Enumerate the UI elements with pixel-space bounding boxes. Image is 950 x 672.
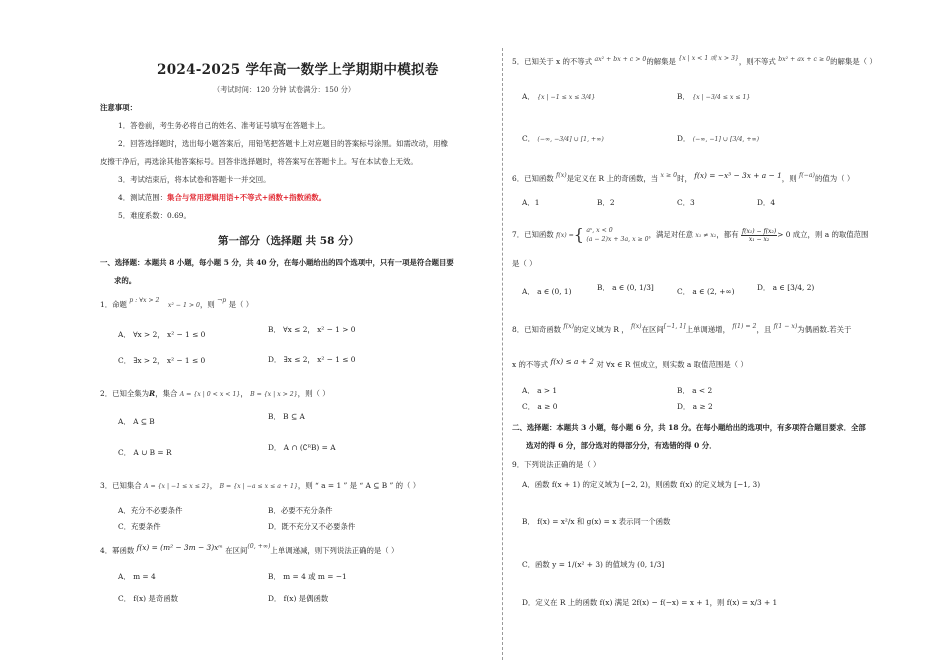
q7-option-c[interactable]: C． a ∈ (2, +∞)	[677, 287, 735, 296]
q6-condition: x ≥ 0	[660, 172, 678, 179]
q6-tail-2: 的值为（ ）	[814, 174, 855, 183]
q1-then: ，则	[199, 300, 215, 309]
q9-option-c[interactable]: C．函数 y = 1/(x² + 3) 的值域为 (0, 1/3]	[522, 560, 665, 569]
q8-mid-2: 在区间	[641, 325, 664, 334]
q6-option-b[interactable]: B．2	[597, 198, 615, 207]
q5-inequality-2: bx² + ax + c ≥ 0	[778, 56, 831, 63]
q8-mid: 的定义域为 R ，	[574, 325, 629, 334]
section2-instruction: 二、选择题：本题共 3 小题，每小题 6 分，共 18 分。在每小题给出的选项中，有多项符合题目要求．全部	[512, 423, 866, 432]
q9-option-b[interactable]: B． f(x) = x²/x 和 g(x) = x 表示同一个函数	[522, 517, 671, 526]
part1-title: 第一部分（选择题 共 58 分）	[218, 235, 360, 247]
q1-option-c[interactable]: C． ∃x > 2， x² − 1 ≤ 0	[118, 356, 206, 365]
q5-inequality: ax² + bx + c > 0	[594, 56, 647, 63]
q1-proposition: p : ∀x > 2	[129, 297, 160, 304]
notice-item-4	[118, 193, 326, 203]
q8-inequality: f(x) ≤ a + 2	[550, 357, 595, 366]
q3-set-a: A = {x | −1 ≤ x ≤ 2}	[144, 483, 210, 490]
q3-label: 3．已知集合	[100, 481, 142, 490]
page-title: 2024-2025 学年高一数学上学期期中模拟卷	[157, 62, 439, 78]
q7-fraction	[741, 228, 777, 243]
q5-mid: 的解集是	[646, 57, 676, 66]
right-column	[512, 0, 922, 672]
q8-condition-2: f(1 − x)	[773, 323, 798, 330]
q1-condition: x² − 1 > 0	[167, 302, 200, 309]
q7-fx: f(x) =	[556, 232, 574, 239]
q5-option-d[interactable]	[677, 134, 759, 145]
q2-set-b: B = {x | x > 2}	[250, 391, 298, 398]
q7-case-2: (a − 2)x + 3a, x ≥ 0	[586, 236, 649, 243]
q1-option-d[interactable]: D． ∃x ≤ 2， x² − 1 ≤ 0	[268, 355, 356, 364]
q7-fraction-denominator: x₁ − x₂	[748, 235, 770, 243]
q8-option-a[interactable]: A． a > 1	[522, 386, 558, 395]
question-6-stem	[512, 171, 855, 185]
q5-option-a[interactable]	[522, 92, 595, 103]
q7-stem-cont: 是（ ）	[512, 259, 537, 268]
q2-option-c[interactable]: C． A ∪ B = R	[118, 448, 172, 457]
q6-option-d[interactable]: D．4	[757, 198, 776, 207]
q5-tail: ，则不等式	[738, 57, 776, 66]
notice-item-1: 1．答卷前，考生务必将自己的姓名、准考证号填写在答题卡上。	[118, 121, 330, 130]
q7-cases	[586, 226, 648, 244]
q1-tail: 是（ ）	[228, 300, 254, 309]
q2-label: 2．已知全集为	[100, 389, 150, 398]
q7-option-b[interactable]: B． a ∈ (0, 1/3]	[597, 283, 654, 292]
q2-option-d[interactable]: D． A ∩ (∁ᴿB) = A	[268, 443, 336, 452]
q8-line-2a: x 的不等式	[512, 360, 549, 369]
question-2-stem: 2．已知全集为R，集合 A = {x | 0 < x < 1}， B = {x | x > 2}，则（ ）	[100, 389, 330, 398]
q3-option-d[interactable]: D．既不充分又不必要条件	[268, 522, 356, 531]
q5-option-d-label: D．	[677, 134, 691, 143]
q5-option-c-label: C．	[522, 134, 536, 143]
q3-option-b[interactable]: B．必要不充分条件	[268, 506, 333, 515]
q8-interval: [−1, 1]	[663, 323, 686, 330]
q8-option-d[interactable]: D． a ≥ 2	[677, 402, 713, 411]
q5-option-b-value: {x | −3/4 ≤ x ≤ 1}	[692, 94, 751, 101]
q4-mid: 在区间	[225, 546, 248, 555]
q6-option-a[interactable]: A．1	[522, 198, 540, 207]
q7-brace: {	[573, 225, 584, 244]
q3-set-b: B = {x | −a ≤ x ≤ a + 1}	[219, 483, 298, 490]
q6-f-neg-a: f(−a)	[798, 172, 815, 179]
q1-negation: ¬p	[217, 297, 227, 304]
test-scope: 集合与常用逻辑用语+不等式+函数+指数函数。	[167, 193, 327, 202]
q7-condition: x₁ ≠ x₂	[695, 232, 717, 239]
q7-option-d[interactable]: D． a ∈ [3/4, 2)	[757, 283, 815, 292]
q3-condition: ，则 “ a = 1 ” 是 “ A ⊆ B ” 的（ ）	[297, 481, 421, 490]
q2-option-a[interactable]: A． A ⊆ B	[118, 417, 155, 426]
notice-item-4-label: 4．测试范围：	[118, 193, 168, 202]
q4-option-d[interactable]: D． f(x) 是偶函数	[268, 594, 329, 603]
q7-case-1: aˣ, x < 0	[586, 227, 613, 234]
question-9-stem: 9．下列说法正确的是（ ）	[512, 460, 601, 469]
q8-mid-3: 上单调递增，	[685, 325, 730, 334]
q6-function: f(x)	[556, 172, 567, 179]
q7-mid-2: ，都有	[716, 230, 739, 239]
q5-option-a-label: A．	[522, 92, 535, 101]
q6-tail: ，则	[781, 174, 797, 183]
q1-option-b[interactable]: B． ∀x ≤ 2， x² − 1 > 0	[268, 325, 356, 334]
q2-universe: R	[149, 389, 156, 398]
exam-subtitle: （考试时间：120 分钟 试卷满分：150 分）	[213, 85, 356, 94]
q8-stem-cont	[512, 357, 748, 370]
q4-tail: 上单调递减，则下列说法正确的是（ ）	[270, 546, 399, 555]
q5-option-a-value: {x | −1 ≤ x ≤ 3/4}	[537, 94, 596, 101]
q6-label: 6．已知函数	[512, 174, 554, 183]
notice-item-2: 2．回答选择题时，选出每小题答案后，用铅笔把答题卡上对应题目的答案标号涂黑。如需改动，用橡	[118, 139, 448, 148]
question-7-stem	[512, 226, 868, 244]
q7-fraction-numerator: f(x₁) − f(x₂)	[741, 227, 777, 235]
q5-tail-2: 的解集是（ ）	[830, 57, 877, 66]
column-divider	[502, 48, 503, 660]
section1-instruction: 一、选择题：本题共 8 小题，每小题 5 分，共 40 分，在每小题给出的四个选项中，只有一项是符合题目要	[100, 258, 454, 267]
q4-interval: (0, +∞)	[247, 543, 271, 550]
q2-set-word: ，集合	[155, 389, 178, 398]
q7-option-a[interactable]: A． a ∈ (0, 1)	[522, 287, 572, 296]
q6-option-c[interactable]: C．3	[677, 198, 695, 207]
question-8-stem	[512, 325, 851, 336]
q4-option-a[interactable]: A． m = 4	[118, 572, 156, 581]
q1-option-a[interactable]: A． ∀x > 2， x² − 1 ≤ 0	[118, 330, 206, 339]
notice-heading: 注意事项：	[100, 103, 137, 112]
q8-mid-4: ，且	[756, 325, 772, 334]
q5-label: 5．已知关于 x 的不等式	[512, 57, 593, 66]
q6-mid: 是定义在 R 上的奇函数，当	[566, 174, 659, 183]
q7-label: 7．已知函数	[512, 230, 554, 239]
q3-option-c[interactable]: C．充要条件	[118, 522, 161, 531]
q6-mid-2: 时，	[677, 174, 692, 183]
q7-mid: ，满足对任意	[648, 230, 693, 239]
q5-option-d-value: (−∞, −1] ∪ [3/4, +∞)	[692, 136, 760, 143]
q4-option-b[interactable]: B． m = 4 或 m = −1	[268, 572, 347, 581]
q8-f-2: f(x)	[630, 323, 642, 330]
q9-option-d[interactable]: D．定义在 R 上的函数 f(x) 满足 2f(x) − f(−x) = x + 1，则 f(x) = x/3 + 1	[522, 598, 778, 607]
q8-condition: f(1) = 2	[732, 323, 757, 330]
q2-option-b[interactable]: B． B ⊆ A	[268, 412, 305, 421]
q5-option-b[interactable]	[677, 92, 750, 103]
q8-tail: 为偶函数.若关于	[797, 325, 852, 334]
q1-label: 1．命题	[100, 300, 127, 309]
q8-option-b[interactable]: B． a < 2	[677, 386, 713, 395]
section2-instruction-cont: 选对的得 6 分，部分选对的得部分分，有选错的得 0 分．	[526, 441, 717, 450]
q3-option-a[interactable]: A．充分不必要条件	[118, 506, 183, 515]
q4-option-c[interactable]: C． f(x) 是奇函数	[118, 594, 178, 603]
notice-item-2-cont: 皮擦干净后，再选涂其他答案标号。回答非选择题时，将答案写在答题卡上。写在本试卷上无效。	[100, 157, 418, 166]
question-1-stem	[100, 297, 254, 311]
q8-function: f(x)	[563, 323, 575, 330]
question-3-stem: 3．已知集合 A = {x | −1 ≤ x ≤ 2}， B = {x | −a ≤ x ≤ a + 1}，则 “ a = 1 ” 是 “ A ⊆ B ” 的（ ）	[100, 481, 421, 490]
q9-option-a[interactable]: A．函数 f(x + 1) 的定义域为 [−2, 2)，则函数 f(x) 的定义域为 [−1, 3)	[522, 480, 761, 489]
q2-set-a: A = {x | 0 < x < 1}	[179, 391, 241, 398]
q8-line-2b: 对 ∀x ∈ R 恒成立，则实数 a 取值范围是（ ）	[596, 360, 748, 369]
notice-item-3: 3．考试结束后，将本试卷和答题卡一并交回。	[118, 175, 271, 184]
left-column	[100, 0, 495, 672]
notice-item-5: 5．难度系数：0.69。	[118, 211, 191, 220]
section1-instruction-cont: 求的。	[114, 276, 137, 285]
q4-label: 4．幂函数	[100, 546, 135, 555]
q5-option-c[interactable]	[522, 134, 604, 145]
q6-expression: f(x) = −x³ − 3x + a − 1	[694, 171, 782, 180]
question-4-stem	[100, 543, 399, 557]
q7-tail: > 0 成立，则 a 的取值范围	[777, 230, 869, 239]
q8-option-c[interactable]: C． a ≥ 0	[522, 402, 558, 411]
q5-solution-set: {x | x < 1 或 x > 3}	[678, 55, 739, 62]
q8-label: 8．已知奇函数	[512, 325, 562, 334]
question-5-stem	[512, 57, 877, 68]
q5-option-b-label: B．	[677, 92, 690, 101]
q4-function: f(x) = (m² − 3m − 3)xᵐ	[136, 543, 223, 552]
q2-tail: ，则（ ）	[297, 389, 330, 398]
q5-option-c-value: (−∞, −3/4] ∪ [1, +∞)	[537, 136, 604, 143]
